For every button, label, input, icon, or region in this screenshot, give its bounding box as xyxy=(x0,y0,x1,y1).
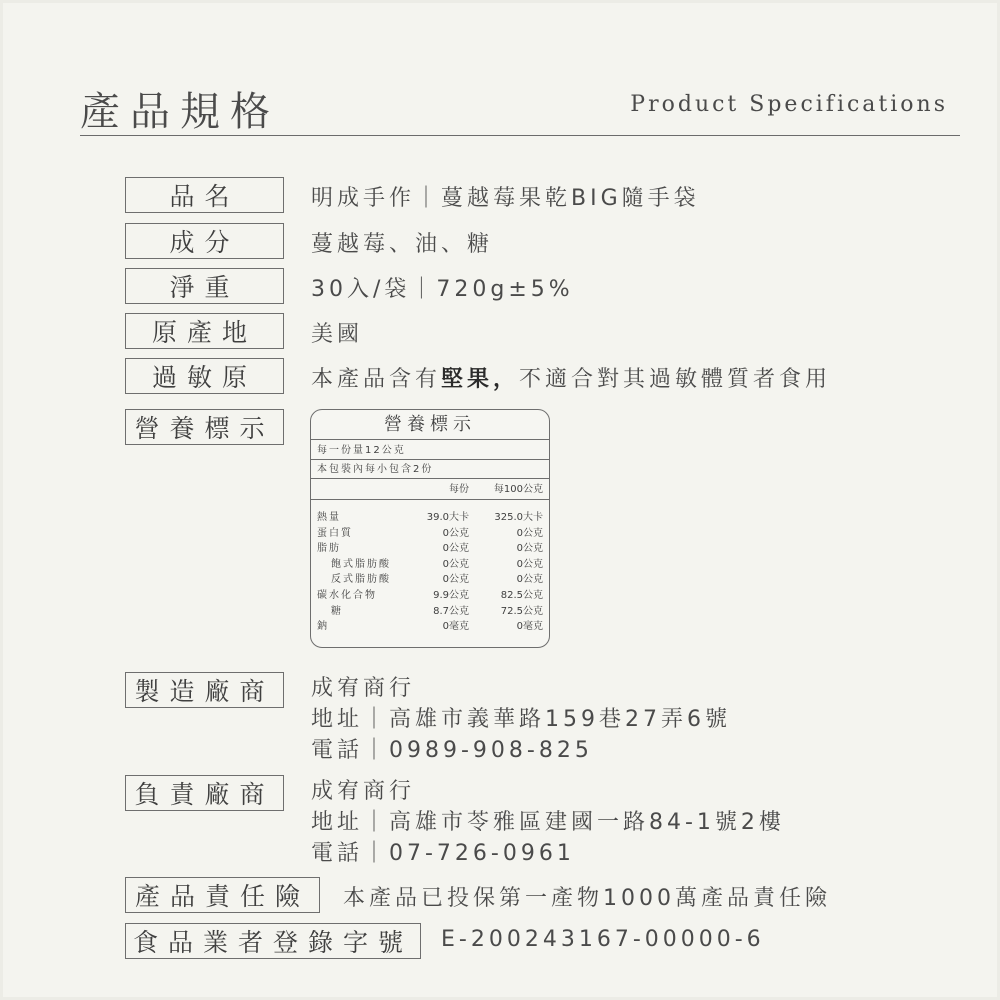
nutrient-per-serving: 39.0大卡 xyxy=(426,512,469,523)
responsible-info xyxy=(311,776,785,869)
page-title: 產品規格 xyxy=(80,89,280,135)
value-ingredients: 蔓越莓、油、糖 xyxy=(311,232,494,257)
nutrient-per-serving: 9.9公克 xyxy=(433,589,469,601)
allergen-highlight: 堅果， xyxy=(441,367,520,392)
header-divider xyxy=(80,135,960,136)
label-registration: 食品業者登錄字號 xyxy=(125,923,421,959)
nutrition-item-row xyxy=(311,619,549,635)
nutrition-items xyxy=(311,510,549,635)
manufacturer-info xyxy=(311,673,731,766)
nutrition-servings: 本包裝內每小包含2份 xyxy=(311,461,549,479)
value-insurance: 本產品已投保第一產物1000萬產品責任險 xyxy=(343,886,831,911)
value-net-weight: 30入/袋｜720g±5% xyxy=(311,277,574,302)
label-net-weight: 淨重 xyxy=(125,268,284,304)
nutrition-title: 營養標示 xyxy=(311,410,549,440)
nutrient-per-100g: 0公克 xyxy=(516,558,543,570)
nutrition-column-headers xyxy=(311,480,549,500)
nutrient-per-100g: 72.5公克 xyxy=(500,605,543,617)
nutrition-item-row xyxy=(311,572,549,588)
label-responsible: 負責廠商 xyxy=(125,775,284,811)
nutrition-item-row xyxy=(311,588,549,604)
nutrient-per-serving: 0公克 xyxy=(442,527,469,539)
nutrition-item-row xyxy=(311,604,549,620)
allergen-prefix: 本產品含有 xyxy=(311,367,442,392)
nutrient-per-serving: 0毫克 xyxy=(442,621,469,633)
nutrition-serving-size: 每一份量12公克 xyxy=(311,442,549,460)
nutrient-name: 鈉 xyxy=(317,621,329,633)
allergen-suffix: 不適合對其過敏體質者食用 xyxy=(519,367,832,392)
manufacturer-name: 成宥商行 xyxy=(311,676,416,701)
value-allergen xyxy=(311,362,831,393)
nutrient-per-serving: 8.7公克 xyxy=(433,605,469,617)
nutrition-facts-table xyxy=(310,409,550,648)
value-origin: 美國 xyxy=(311,322,364,347)
label-product-name: 品名 xyxy=(125,177,284,213)
label-manufacturer: 製造廠商 xyxy=(125,672,284,708)
nutrient-per-100g: 0公克 xyxy=(516,527,543,539)
nutrition-item-row xyxy=(311,526,549,542)
nutrient-per-serving: 0公克 xyxy=(442,574,469,586)
nutrition-item-row xyxy=(311,510,549,526)
nutrient-per-serving: 0公克 xyxy=(442,558,469,570)
manufacturer-phone: 電話｜0989-908-825 xyxy=(311,738,593,763)
value-registration: E-200243167-00000-6 xyxy=(441,927,765,952)
label-insurance: 產品責任險 xyxy=(125,877,320,913)
nutrient-name: 反式脂肪酸 xyxy=(331,574,391,586)
label-ingredients: 成分 xyxy=(125,223,284,259)
nutrient-name: 糖 xyxy=(331,605,343,617)
nutrient-name: 脂肪 xyxy=(317,543,341,555)
nutrient-name: 熱量 xyxy=(317,512,341,523)
label-nutrition: 營養標示 xyxy=(125,409,284,445)
nutrient-per-100g: 0公克 xyxy=(516,543,543,555)
nutrient-per-100g: 0毫克 xyxy=(516,621,543,633)
col-per-serving: 每份 xyxy=(449,484,469,495)
nutrient-per-100g: 82.5公克 xyxy=(500,589,543,601)
nutrient-per-100g: 0公克 xyxy=(516,574,543,586)
responsible-phone: 電話｜07-726-0961 xyxy=(311,841,575,866)
page-subtitle: Product Specifications xyxy=(630,92,948,117)
label-origin: 原產地 xyxy=(125,313,284,349)
col-per-100g: 每100公克 xyxy=(493,484,543,495)
nutrition-item-row xyxy=(311,541,549,557)
nutrition-item-row xyxy=(311,557,549,573)
label-allergen: 過敏原 xyxy=(125,358,284,394)
responsible-name: 成宥商行 xyxy=(311,779,416,804)
nutrient-name: 蛋白質 xyxy=(317,527,353,539)
responsible-address: 地址｜高雄市苓雅區建國一路84-1號2樓 xyxy=(311,810,785,835)
nutrient-name: 飽式脂肪酸 xyxy=(331,558,391,570)
manufacturer-address: 地址｜高雄市義華路159巷27弄6號 xyxy=(311,707,731,732)
nutrient-per-serving: 0公克 xyxy=(442,543,469,555)
value-product-name: 明成手作｜蔓越莓果乾BIG隨手袋 xyxy=(311,186,700,211)
nutrient-per-100g: 325.0大卡 xyxy=(494,512,543,523)
nutrient-name: 碳水化合物 xyxy=(317,589,377,601)
